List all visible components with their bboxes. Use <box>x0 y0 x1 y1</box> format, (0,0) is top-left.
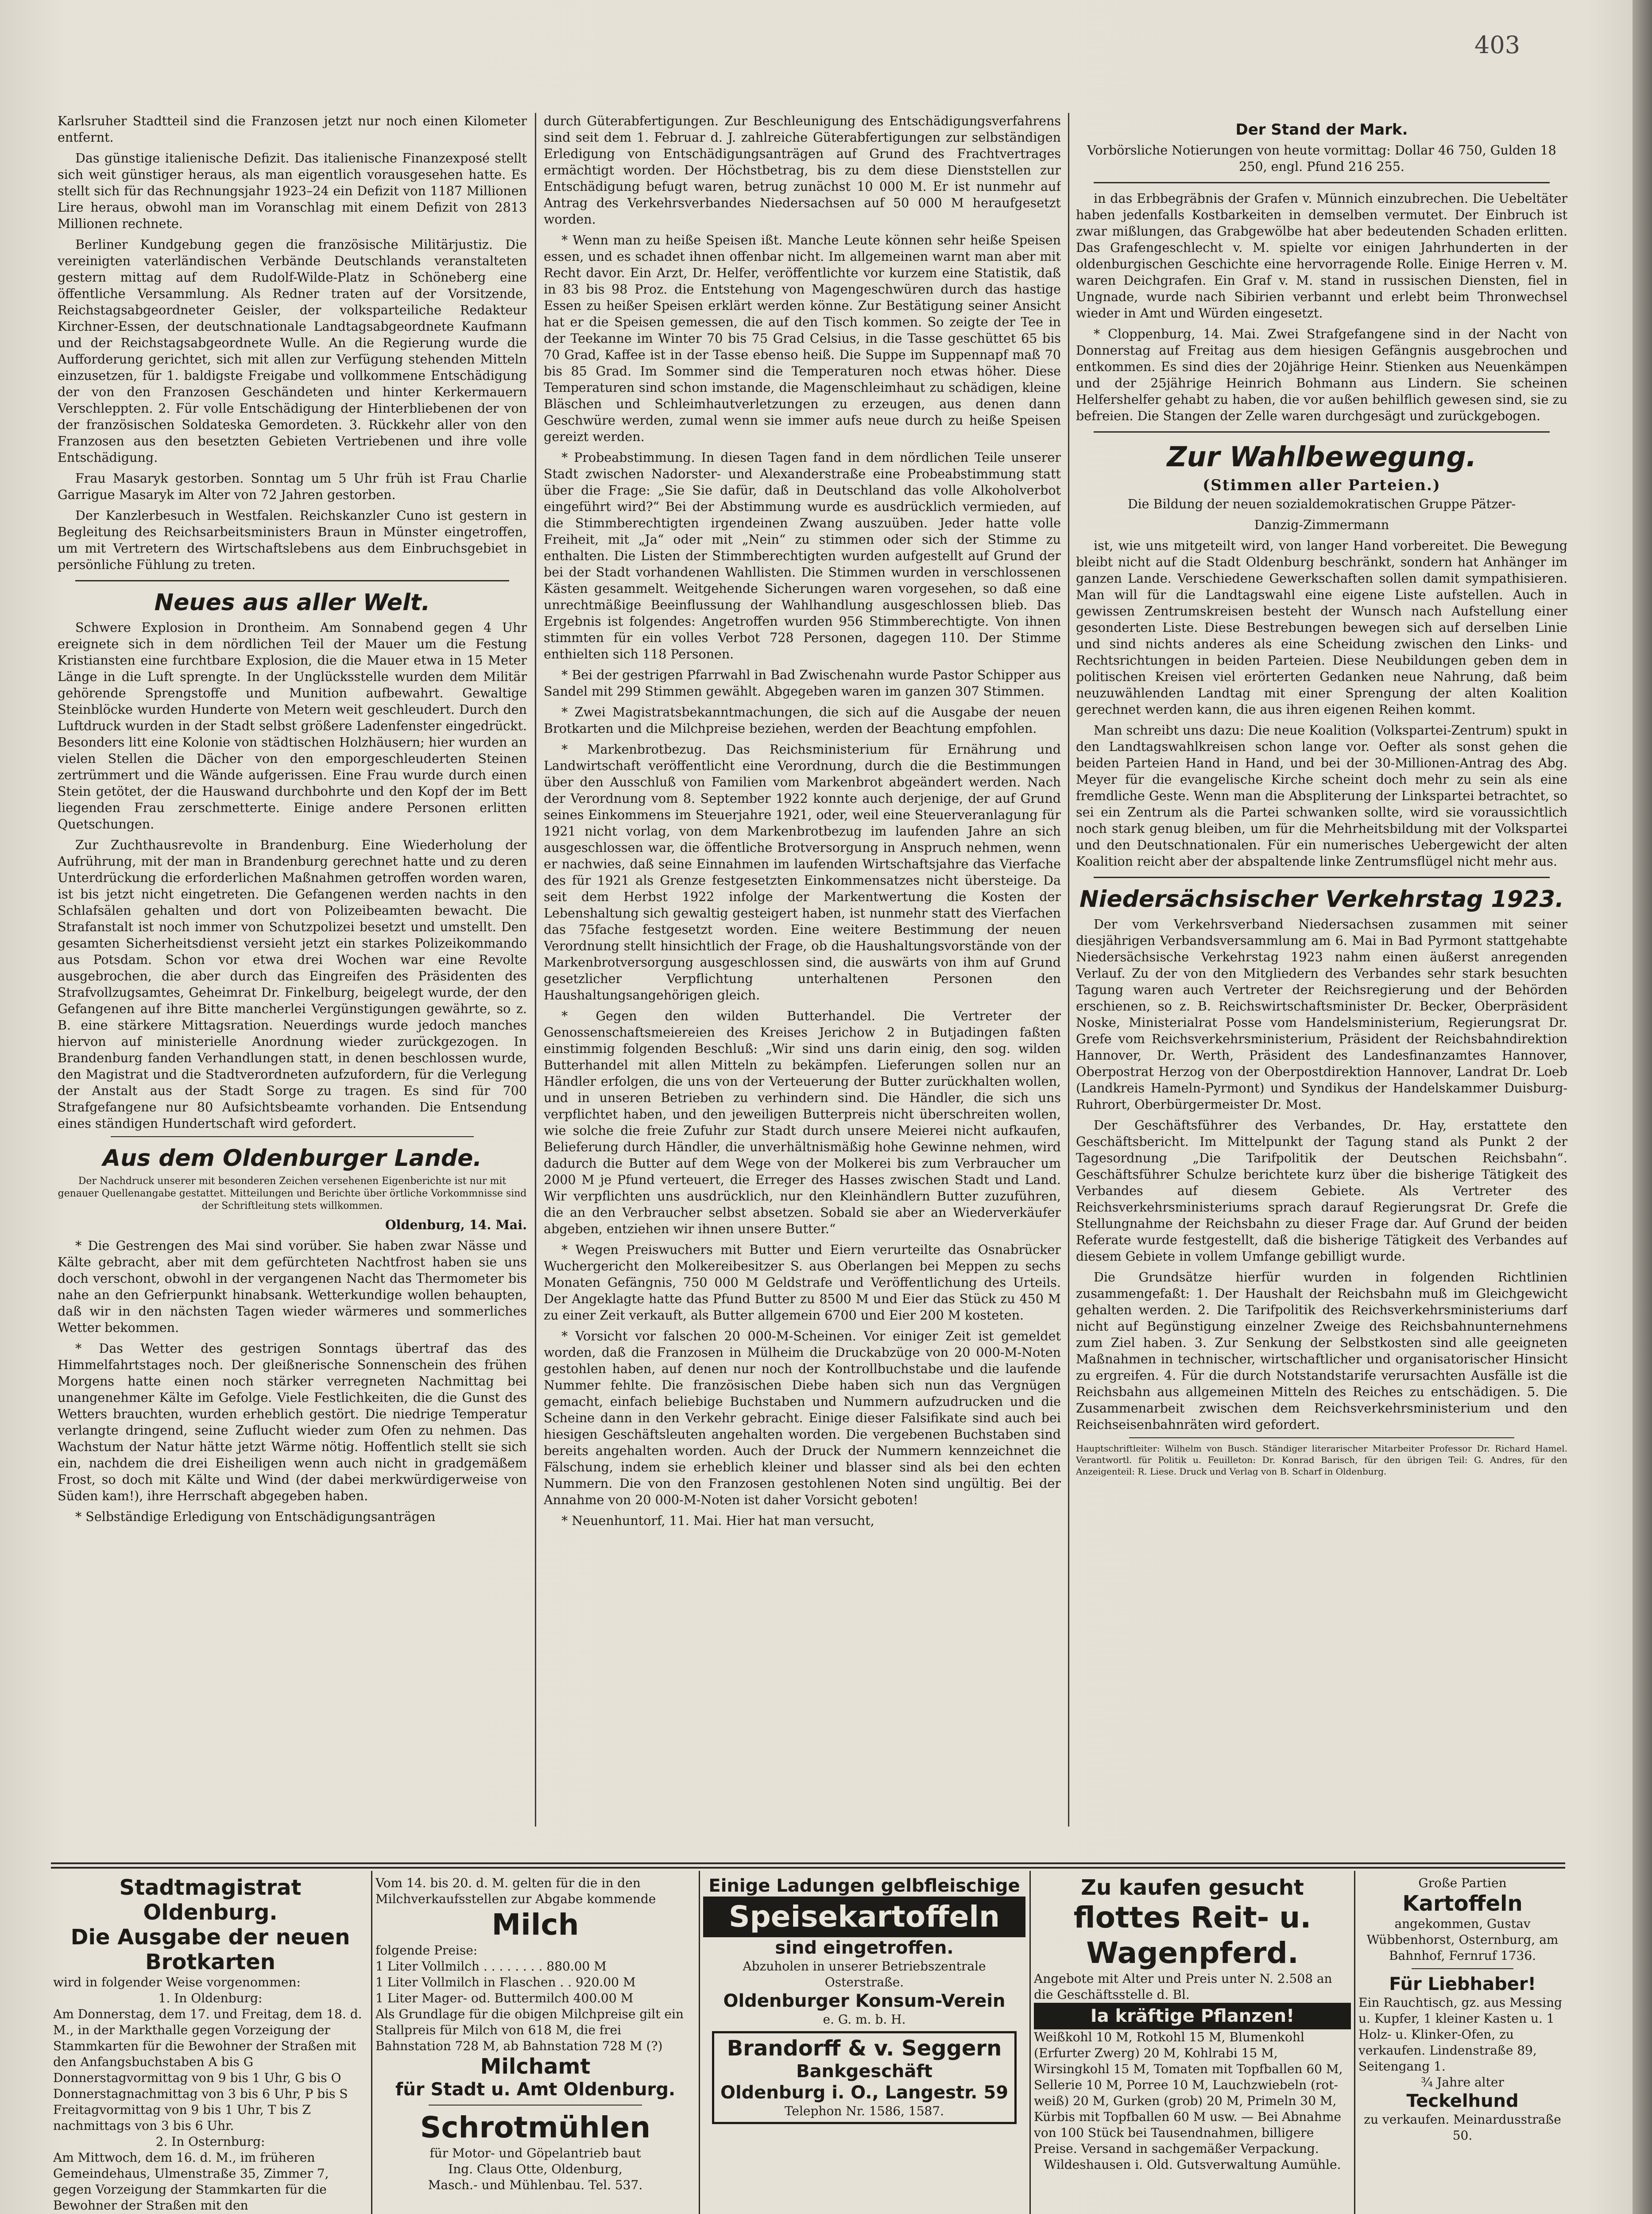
paragraph: Zur Zuchthausrevolte in Brandenburg. Eine Wiederholung der Aufrührung, mit der man in Brandenburg gerechnet hatte und zu deren Unterdrückung die erforderlichen Maßnahmen getroffen worden waren, ist bis jetzt nicht eingetreten. Die Gefangenen werden nachts in den Schlafsälen gehalten und dort von Polizeibeamten bewacht. Die Strafanstalt ist noch immer von Schutzpolizei besetzt und umstellt. Den gesamten Sicherheitsdienst versieht jetzt ein starkes Polizeikommando aus Potsdam. Schon vor etwa drei Wochen war eine Revolte ausgebrochen, die aber durch das Eingreifen des Präsidenten des Strafvollzugsamtes, Geheimrat Dr. Finkelburg, beigelegt wurde, der den Gefangenen auf ihre Bitte mancherlei Vergünstigungen gewährte, so z. B. eine stärkere Mittagsration. Neuerdings wurde jedoch manches hiervon auf ministerielle Anordnung wieder zurückgezogen. In Brandenburg fanden Verhandlungen statt, in denen beschlossen wurde, den Magistrat und die Stadtverordneten aufzufordern, für die Verlegung der Anstalt aus der Stadt Sorge zu tragen. Es sind für 700 Strafgefangene nur 80 Aufsichtsbeamte vorhanden. Die Entsendung eines ständigen Hundertschaft wird gefordert. <box>58 838 527 1131</box>
ad-text: 1 Liter Mager- od. Buttermilch 400.00 M <box>375 1991 634 2005</box>
ad-subheadline: sind eingetroffen. <box>775 1938 954 1958</box>
ad-text: folgende Preise: <box>375 1943 478 1958</box>
article-byline: Danzig-Zimmermann <box>1254 518 1389 532</box>
ad-pferd <box>1034 1875 1351 2214</box>
paragraph: * Vorsicht vor falschen 20 000-M-Scheinen. Vor einiger Zeit ist gemeldet worden, daß die Franzosen in Mülheim die Druckabzüge von 20 000-M-Noten gestohlen haben, auf denen nur noch der Kontrollbuchstabe und die laufende Nummer fehlte. Die französischen Diebe haben sich nun das Vergnügen gemacht, einfach beliebige Buchstaben und Nummern aufzudrucken und die Scheine dann in den Verkehr gebracht. Einige dieser Falsifikate sind auch bei hiesigen Geschäftsleuten angehalten worden. Die vergebenen Buchstaben sind bereits angehalten worden. Auch der Druck der Nummern kennzeichnet die Fälschung, indem sie erheblich kleiner und blasser sind als bei den echten Nummern. Die von den Franzosen gestohlenen Noten sind ungültig. Bei der Annahme von 20 000-M-Noten ist daher Vorsicht geboten! <box>544 1329 1061 1507</box>
ad-text: Ein Rauchtisch, gz. aus Messing u. Kupfer, 1 kleiner Kasten u. 1 Holz- u. Klinker-Ofen, zu verkaufen. Lindenstraße 89, Seitengang 1. <box>1358 1995 1562 2074</box>
paragraph: * Cloppenburg, 14. Mai. Zwei Strafgefangene sind in der Nacht von Donnerstag auf Freitag aus dem hiesigen Gefängnis ausgebrochen und entkommen. Es sind dies der 20jährige Heinr. Stienken aus Neuenkämpen und der 25jährige Heinrich Bohmann aus Lindern. Sie scheinen Helfershelfer gehabt zu haben, die vor außen behilflich gewesen sind, sie zu befreien. Die Stangen der Zelle waren durchgesägt und zurückgebogen. <box>1076 327 1567 423</box>
paragraph: Das günstige italienische Defizit. Das italienische Finanzexposé stellt sich weit günstiger heraus, als man eigentlich vorausgesehen hatte. Es stellt sich für das Rechnungsjahr 1923–24 ein Defizit von 1187 Millionen Lire heraus, obwohl man im Voranschlag mit einem Defizit von 2813 Millionen rechnete. <box>58 151 527 231</box>
ad-text: Wildeshausen i. Old. Gutsverwaltung Aumühle. <box>1044 2157 1341 2172</box>
paragraph: * Selbständige Erledigung von Entschädigungsanträgen <box>75 1510 436 1524</box>
ad-headline: Kartoffeln <box>1402 1891 1523 1916</box>
ad-text: Masch.- und Mühlenbau. Tel. 537. <box>428 2178 643 2192</box>
paragraph: Der vom Verkehrsverband Niedersachsen zusammen mit seiner diesjährigen Verbandsversammlung am 6. Mai in Bad Pyrmont stattgehabte Niedersächsische Verkehrstag 1923 nahm einen äußerst anregenden Verlauf. Zu der von den Mitgliedern des Verbandes sehr stark besuchten Tagung waren auch Vertreter der Reichsregierung und der Behörden erschienen, so z. B. Reichswirtschaftsminister Dr. Becker, Oberpräsident Noske, Ministerialrat Posse vom Handelsministerium, Regierungsrat Dr. Grefe vom Reichsverkehrsministerium, Präsident der Reichsbahndirektion Hannover, Dr. Werth, Präsident des Landesfinanzamtes Hannover, Oberpostrat Herzog von der Oberpostdirektion Hannover, Landrat Dr. Loeb (Landkreis Hameln-Pyrmont) und Syndikus der Handelskammer Duisburg-Ruhrort, Oberbürgermeister Dr. Most. <box>1076 917 1567 1112</box>
ad-text: 1 Liter Vollmilch . . . . . . . . 880.00 M <box>375 1959 607 1974</box>
ad-subheadline: Teckelhund <box>1406 2091 1519 2111</box>
paragraph: * Neuenhuntorf, 11. Mai. Hier hat man versucht, <box>561 1513 874 1528</box>
ad-text: angekommen, Gustav Wübbenhorst, Osternburg, am Bahnhof, Fernruf 1736. <box>1366 1916 1559 1963</box>
paragraph: in das Erbbegräbnis der Grafen v. Münnich einzubrechen. Die Uebeltäter haben jedenfalls Kostbarkeiten in demselben vermutet. Der Einbruch ist zwar mißlungen, das Grabgewölbe hat aber bedeutenden Schaden erlitten. Das Grafengeschlecht v. M. spielte vor einigen Jahrhunderten in der oldenburgischen Geschichte eine hervorragende Rolle. Einige Herren v. M. waren Deichgrafen. Ein Graf v. M. stand in russischen Diensten, fiel in Ungnade, wurde nach Sibirien verbannt und erlebt beim Thronwechsel wieder in Amt und Würden eingesetzt. <box>1076 191 1567 321</box>
ad-speisekartoffeln <box>703 1875 1025 2214</box>
ad-section-top-rule <box>51 1867 1565 1869</box>
ad-subheadline: Einige Ladungen gelbfleischige <box>708 1876 1020 1896</box>
ad-text: für Motor- und Göpelantrieb baut <box>429 2146 641 2160</box>
ad-headline: flottes Reit- u. <box>1073 1900 1312 1935</box>
section-heading: Zur Wahlbewegung. <box>1167 441 1477 473</box>
ad-text: 1. In Oldenburg: <box>158 1991 263 2005</box>
ad-text: wird in folgender Weise vorgenommen: <box>53 1975 301 1990</box>
divider <box>429 2105 642 2106</box>
paragraph: ist, wie uns mitgeteilt wird, von langer Hand vorbereitet. Die Bewegung bleibt nicht auf die Stadt Oldenburg beschränkt, sondern hat Anhänger im ganzen Lande. Verschiedene Gewerkschaften sollen damit sympathisieren. Man will für die Landtagswahl eine eigene Liste aufstellen. Auch in gewissen Zentrumskreisen besteht der Wunsch nach Aufstellung einer gesonderten Liste. Diese Bestrebungen bewegen sich auf derselben Linie und sind nichts anderes als eine Scheidung zwischen den Links- und Rechtsrichtungen in beiden Parteien. Diese Neubildungen geben dem in politischen Kreisen viel erörterten Gedanken neue Nahrung, daß beim neuzuwählenden Landtag mit einer Sprengung der alten Koalition gerechnet werden kann, die aus ihren eigenen Reihen kommt. <box>1076 538 1567 717</box>
section-heading: Der Stand der Mark. <box>1235 121 1408 139</box>
dateline: Oldenburg, 14. Mai. <box>385 1217 527 1232</box>
ad-headline: Zu kaufen gesucht <box>1081 1875 1304 1900</box>
ad-headline: Milchamt <box>480 2054 591 2079</box>
section-subheading: (Stimmen aller Parteien.) <box>1203 476 1441 494</box>
page-edge <box>1633 0 1652 2214</box>
ad-kartoffeln <box>1358 1875 1567 2214</box>
ad-text: Große Partien <box>1418 1876 1507 1890</box>
ad-text: Am Donnerstag, dem 17. und Freitag, dem 18. d. M., in der Markthalle gegen Vorzeigung der Stammkarten für die Bewohner der Straßen mit den Anfangsbuchstaben A bis G Donnerstagvormittag von 9 bis 1 Uhr, G bis O Donnerstagnachmittag von 3 bis 6 Uhr, P bis S Freitagvormittag von 9 bis 1 Uhr, T bis Z nachmittags von 3 bis 6 Uhr. <box>53 2007 362 2133</box>
paragraph: * Das Wetter des gestrigen Sonntags übertraf das des Himmelfahrtstages noch. Der gleißnerische Sonnenschein des frühen Morgens hatte einen noch stärker verregneten Nachmittag bei unangenehmer Kälte im Gefolge. Viele Festlichkeiten, die die Gunst des Wetters brauchten, wurden erheblich gestört. Die niedrige Temperatur verlangte dringend, seine Zuflucht wieder zum Ofen zu nehmen. Das Wachstum der Natur hätte jetzt Wärme nötig. Hoffentlich stellt sie sich ein, nachdem die drei Eisheiligen wenn auch nicht in gradgemäßem Frost, so doch mit Kälte und Wind (der dabei merkwürdigerweise von Süden kam!), ihre Herrschaft abgegeben haben. <box>58 1341 527 1503</box>
divider <box>1094 877 1550 878</box>
ad-subheadline: Oldenburger Konsum-Verein <box>723 1991 1006 2011</box>
divider <box>111 1136 474 1137</box>
ad-text: Telephon Nr. 1586, 1587. <box>784 2104 944 2118</box>
ad-text: Ing. Claus Otte, Oldenburg, <box>448 2162 623 2176</box>
ad-milch <box>375 1875 695 2214</box>
ad-subheadline: Für Liebhaber! <box>1389 1974 1536 1994</box>
section-heading: Aus dem Oldenburger Lande. <box>102 1145 482 1172</box>
paragraph: Der Kanzlerbesuch in Westfalen. Reichskanzler Cuno ist gestern in Begleitung des Reichsarbeitsministers Braun in Münster eingetroffen, um mit Vertretern des Wirtschaftslebens aus dem Einbruchsgebiet in persönliche Fühlung zu treten. <box>58 508 527 572</box>
ad-text: 1 Liter Vollmilch in Flaschen . . 920.00 M <box>375 1975 636 1990</box>
ad-text: Weißkohl 10 M, Rotkohl 15 M, Blumenkohl (Erfurter Zwerg) 20 M, Kohlrabi 15 M, Wirsingkohl 15 M, Tomaten mit Topfballen 60 M, Sellerie 10 M, Porree 10 M, Lauchzwiebeln (rot-weiß) 20 M, Gurken (grob) 20 M, Primeln 30 M, Kürbis mit Topfballen 60 M usw. — Bei Abnahme von 100 Stück bei Tausendnahmen, billigere Preise. Versand in sachgemäßer Verpackung. <box>1034 2030 1343 2156</box>
ad-headline: Stadtmagistrat Oldenburg. <box>119 1875 302 1925</box>
bank-ad-box <box>712 2031 1017 2124</box>
ad-headline: Schrotmühlen <box>420 2110 651 2144</box>
column-rule <box>1068 113 1069 1827</box>
reprint-notice: Der Nachdruck unserer mit besonderen Zeichen versehenen Eigenberichte ist nur mit genauer Quellenangabe gestattet. Mitteilungen und Berichte über örtliche Vorkommnisse sind der Schriftleitung stets willkommen. <box>58 1176 527 1212</box>
ad-text: 2. In Osternburg: <box>155 2134 265 2149</box>
paragraph: Man schreibt uns dazu: Die neue Koalition (Volkspartei-Zentrum) spukt in den Landtagswahlkreisen schon lange vor. Oefter als sonst gehen die beiden Parteien Hand in Hand, und bei der 30-Millionen-Antrag des Abg. Meyer für die evangelische Kirche scheint doch mehr zu sein als eine fremdliche Geste. Wenn man die Abspliterung der Linkspartei betrachtet, so sei ein Zentrum als die Partei schwanken sollte, wird sie voraussichtlich noch stark genug bleiben, um für die Mehrheitsbildung mit der Volkspartei und den Deutschnationalen. Für ein numerisches Uebergewicht der alten Koalition reicht aber der abspaltende linke Zentrumsflügel nicht mehr aus. <box>1076 723 1567 869</box>
ad-headline: Milch <box>491 1908 579 1942</box>
ad-subheadline: Oldenburg i. O., Langestr. 59 <box>720 2082 1009 2103</box>
ad-headline: Wagenpferd. <box>1086 1936 1299 1970</box>
paragraph: Karlsruher Stadtteil sind die Franzosen jetzt nur noch einen Kilometer entfernt. <box>58 114 527 145</box>
column-3 <box>1076 113 1567 1849</box>
ad-text: Als Grundlage für die obigen Milchpreise gilt ein Stallpreis für Milch von 618 M, die frei Bahnstation 728 M, ab Bahnstation 728 M (?) <box>375 2007 684 2053</box>
divider <box>75 580 509 581</box>
ad-subheadline: Bankgeschäft <box>796 2061 932 2082</box>
divider <box>1094 431 1550 433</box>
paragraph: * Markenbrotbezug. Das Reichsministerium für Ernährung und Landwirtschaft veröffentlicht eine Verordnung, durch die die Bestimmungen über den Ausschluß von Familien vom Markenbrot abgeändert werden. Nach der Verordnung vom 8. September 1922 konnte auch derjenige, der auf Grund seines Einkommens im Steuerjahre 1921, oder, weil eine Steuerveranlagung für 1921 nicht vorlag, von dem Markenbrotbezug im laufenden Jahre an sich ausgeschlossen war, die öffentliche Brotversorgung in Anspruch nehmen, wenn er nachwies, daß seine Einnahmen im laufenden Wirtschaftsjahre das Vierfache des für 1921 als Grenze festgesetzten Einkommensatzes nicht übersteige. Da seit dem Herbst 1922 infolge der Markentwertung die Kosten der Lebenshaltung sich gewaltig gesteigert haben, ist nunmehr statt des Vierfachen das 75fache festgesetzt worden. Eine weitere Bestimmung der neuen Verordnung stellt hinsichtlich der Frage, ob die Haushaltungsvorstände von der Markenbrotversorgung ausgeschlossen sind, die auswärts von ihm auf Grund gesetzlicher Verpflichtung unterhaltenen Personen den Haushaltungsangehörigen gleich. <box>544 742 1061 1002</box>
ad-stadtmagistrat <box>53 1875 368 2214</box>
ad-text: ¾ Jahre alter <box>1421 2075 1504 2090</box>
divider <box>1412 1968 1513 1969</box>
ad-section-top-rule <box>51 1862 1565 1864</box>
paragraph: Berliner Kundgebung gegen die französische Militärjustiz. Die vereinigten vaterländischen Verbände Deutschlands veranstalteten gestern mittag auf dem Rudolf-Wilde-Platz in Schöneberg eine öffentliche Versammlung. Als Redner traten auf der Vorsitzende, Reichstagsabgeordneter Geisler, der volksparteiliche Redakteur Kirchner-Essen, der deutschnationale Landtagsabgeordnete Kaufmann und der Reichstagsabgeordnete Wulle. An die Regierung wurde die Aufforderung gerichtet, sich mit allen zur Verfügung stehenden Mitteln einzusetzen, für 1. baldigste Freigabe und vollkommene Entschädigung der von den Franzosen Geschändeten und hinter Kerkermauern Verschleppten. 2. Für volle Entschädigung der Hinterbliebenen der von der französischen Soldateska Gemordeten. 3. Rückkehr aller von den Franzosen aus den besetzten Gebieten Vertriebenen und ihre volle Entschädigung. <box>58 237 527 465</box>
column-rule <box>535 113 536 1827</box>
column-2 <box>544 113 1061 1849</box>
ad-divider <box>1029 1871 1031 2214</box>
ad-divider <box>699 1871 700 2214</box>
paragraph: Frau Masaryk gestorben. Sonntag um 5 Uhr früh ist Frau Charlie Garrigue Masaryk im Alter von 72 Jahren gestorben. <box>58 471 527 502</box>
ad-subheadline: für Stadt u. Amt Oldenburg. <box>395 2079 676 2100</box>
column-1 <box>58 113 527 1849</box>
exchange-rates: Vorbörsliche Notierungen von heute vormittag: Dollar 46 750, Gulden 18 250, engl. Pfund 216 255. <box>1087 143 1556 174</box>
section-heading: Niedersächsischer Verkehrstag 1923. <box>1079 886 1564 913</box>
page-number: 403 <box>1474 31 1520 59</box>
paragraph: Die Grundsätze hierfür wurden in folgenden Richtlinien zusammengefaßt: 1. Der Haushalt der Reichsbahn muß im Gleichgewicht gehalten werden. 2. Die Tarifpolitik des Reichsverkehrsministeriums darf nicht auf Begünstigung einzelner Zweige des Reichsbahnunternehmens zum Ziel haben. 3. Zur Senkung der Selbstkosten sind alle geeigneten Maßnahmen in technischer, wirtschaftlicher und organisatorischer Hinsicht zu ergreifen. 4. Für die durch Notstandstarife verursachten Ausfälle ist die Reichsbahn aus allgemeinen Mitteln des Reiches zu entschädigen. 5. Die Zusammenarbeit zwischen dem Reichsverkehrsministerium und den Reichseisenbahnräten wird gefordert. <box>1076 1270 1567 1432</box>
paragraph: * Probeabstimmung. In diesen Tagen fand in dem nördlichen Teile unserer Stadt zwischen Nadorster- und Alexanderstraße eine Probeabstimmung statt über die Frage: „Sie Sie dafür, daß in Deutschland das volle Alkoholverbot eingeführt wird?“ Bei der Abstimmung wurde es ausdrücklich vermieden, auf die Stimmberechtigten irgendeinen Zwang auszuüben. Jeder hatte volle Freiheit, mit „Ja“ oder mit „Nein“ zu stimmen oder sich der Stimme zu enthalten. Die Listen der Stimmberechtigten wurden aufgestellt auf Grund der bei der Stadt vorhandenen Wahllisten. Die Stimmen wurden in verschlossenen Kästen gesammelt. Weitgehende Sicherungen waren vorgesehen, so daß eine unrechtmäßige Beeinflussung der Wahlhandlung ausgeschlossen blieb. Das Ergebnis ist folgendes: Angetroffen wurden 956 Stimmberechtigte. Von ihnen stimmten für ein volles Verbot 728 Personen, dagegen 110. Der Stimme enthielten sich 118 Personen. <box>544 450 1061 662</box>
paragraph: * Bei der gestrigen Pfarrwahl in Bad Zwischenahn wurde Pastor Schipper aus Sandel mit 299 Stimmen gewählt. Abgegeben waren im ganzen 307 Stimmen. <box>544 668 1061 699</box>
paragraph: * Die Gestrengen des Mai sind vorüber. Sie haben zwar Nässe und Kälte gebracht, aber mit dem gefürchteten Nachtfrost haben sie uns doch verschont, obwohl in der vergangenen Nacht das Thermometer bis nahe an den Gefrierpunkt hinabsank. Wetterkundige wollen behaupten, daß wir in den nächsten Tagen wieder wärmeres und sommerliches Wetter bekommen. <box>58 1239 527 1335</box>
paragraph: * Zwei Magistratsbekanntmachungen, die sich auf die Ausgabe der neuen Brotkarten und die Milchpreise beziehen, werden der Beachtung empfohlen. <box>544 705 1061 736</box>
ad-banner <box>1034 2003 1351 2029</box>
ad-headline: Die Ausgabe der neuen Brotkarten <box>70 1925 350 1974</box>
ad-divider <box>1354 1871 1355 2214</box>
ad-headline: Brandorff & v. Seggern <box>727 2036 1002 2061</box>
divider <box>1129 1437 1514 1438</box>
paragraph: Schwere Explosion in Drontheim. Am Sonnabend gegen 4 Uhr ereignete sich in dem nördlichen Teil der Mauer um die Festung Kristiansten eine furchtbare Explosion, die die Mauer etwa in 15 Meter Länge in die Luft sprengte. In der Unglücksstelle wurden dem Militär gehörende Sprengstoffe und Munition aufbewahrt. Gewaltige Steinblöcke wurden Hunderte von Metern weit geschleudert. Durch den Luftdruck wurden in der Stadt selbst größere Ladenfenster eingedrückt. Besonders litt eine Kolonie von städtischen Holzhäusern; hier wurden an vielen Stellen die Dächer von den emporgeschleuderten Steinen zertrümmert und die Wände aufgerissen. Eine Frau wurde durch einen Stein getötet, der die Hauswand durchbohrte und den Kopf der im Bett liegenden Frau zerschmetterte. Einige andere Personen erlitten Quetschungen. <box>58 620 527 832</box>
ad-divider <box>371 1871 372 2214</box>
ad-text: Vom 14. bis 20. d. M. gelten für die in den Milchverkaufsstellen zur Abgabe kommende <box>375 1876 656 1906</box>
paragraph: * Gegen den wilden Butterhandel. Die Vertreter der Genossenschaftsmeiereien des Kreises Jerichow 2 in Butjadingen faßten einstimmig folgenden Beschluß: „Wir sind uns darin einig, den sog. wilden Butterhandel mit allen Mitteln zu bekämpfen. Lieferungen sollen nur an Händler erfolgen, die uns von der Verteuerung der Butter zurückhalten wollen, und in unseren Betrieben zu verhindern sind. Die Händler, die sich uns verpflichtet haben, und den jeweiligen Butterpreis nicht überschreiten wollen, wie solche die freie Zufuhr zur Stadt durch unsere Meierei nicht aufkaufen, Belieferung durch Händler, die unverhältnismäßig hohe Gewinne nehmen, wird dadurch die Butter auf dem Wege von der Molkerei bis zum Verbraucher um 2000 M je Pfund verteuert, die Erreger des Hasses zwischen Stadt und Land. Wir verpflichten uns ausdrücklich, nur den Kleinhändlern Butter zuzuführen, die an den Verbraucher selbst absetzen. Sobald sie aber an Wiederverkäufer abgeben, entziehen wir ihnen unsere Butter.“ <box>544 1009 1061 1236</box>
ad-text: Am Mittwoch, dem 16. d. M., im früheren Gemeindehaus, Ulmenstraße 35, Zimmer 7, gegen Vorzeigung der Stammkarten für die Bewohner der Straßen mit den <box>53 2150 329 2213</box>
ad-text: Abzuholen in unserer Betriebszentrale Osterstraße. <box>743 1959 986 1990</box>
ad-text: e. G. m. b. H. <box>823 2012 906 2027</box>
ad-text: Angebote mit Alter und Preis unter N. 2.508 an die Geschäftsstelle d. Bl. <box>1034 1971 1332 2002</box>
paragraph: * Wenn man zu heiße Speisen ißt. Manche Leute können sehr heiße Speisen essen, und es schadet ihnen offenbar nicht. Im allgemeinen warnt man aber mit Recht davor. Ein Arzt, Dr. Helfer, veröffentlichte vor kurzem eine Statistik, daß in 83 bis 98 Proz. die Entstehung von Magengeschwüren durch das hastige Essen zu heißer Speisen erklärt werden könne. Zur Bestätigung seiner Ansicht hat er die Speisen gemessen, die auf den Tisch kommen. So zeigte der Tee in der Teekanne im Winter 70 bis 75 Grad Celsius, in die Tasse geschüttet 65 bis 70 Grad, Kaffee ist in der Tasse ebenso heiß. Die Suppe im Suppennapf maß 70 bis 85 Grad. Im Sommer sind die Temperaturen noch etwas höher. Diese Temperaturen sind schon imstande, die Magenschleimhaut zu schädigen, kleine Bläschen und Schleimhautverletzungen zu erzeugen, aus denen dann Geschwüre werden, zumal wenn sie immer aufs neue durch zu heiße Speisen gereizt werden. <box>544 233 1061 444</box>
ad-subheadline: Ia kräftige Pflanzen! <box>1090 2006 1295 2026</box>
editorial-imprint: Hauptschriftleiter: Wilhelm von Busch. Ständiger literarischer Mitarbeiter Professor Dr. Richard Hamel. Verantwortl. für Politik u. Feuilleton: Dr. Konrad Barisch, für den übrigen Teil: G. Andres, für den Anzeigenteil: R. Liese. Druck und Verlag von B. Scharf in Oldenburg. <box>1076 1443 1567 1477</box>
paragraph: durch Güterabfertigungen. Zur Beschleunigung des Entschädigungsverfahrens sind seit dem 1. Februar d. J. zahlreiche Güterabfertigungen zur selbständigen Erledigung von Entschädigungsanträgen auf Grund des Frachtvertrages ermächtigt worden. Der Höchstbetrag, bis zu dem diese Dienststellen zur Entschädigung befugt waren, betrug zunächst 10 000 M. Er ist nunmehr auf Antrag des Verkehrsverbandes Niedersachsen auf 50 000 M heraufgesetzt worden. <box>544 114 1061 227</box>
paragraph: Der Geschäftsführer des Verbandes, Dr. Hay, erstattete den Geschäftsbericht. Im Mittelpunkt der Tagung stand als Punkt 2 der Tagesordnung „Die Tarifpolitik der Deutschen Reichsbahn“. Geschäftsführer Schulze berichtete kurz über die bisherige Tätigkeit des Verbandes auf diesem Gebiete. Als Vertreter des Reichsverkehrsministeriums sprach darauf Regierungsrat Dr. Grefe die Stellungnahme der Reichsbahn zu dieser Frage dar. Auf Grund der beiden Referate wurde festgestellt, daß die bisherige Tätigkeit des Verbandes auf diesem Gebiete in vollem Umfange gebilligt wurde. <box>1076 1118 1567 1264</box>
ad-headline: Speisekartoffeln <box>729 1900 1000 1934</box>
article-title: Die Bildung der neuen sozialdemokratischen Gruppe Pätzer- <box>1127 497 1516 511</box>
ad-banner <box>703 1897 1025 1937</box>
divider <box>1094 182 1550 183</box>
ad-text: zu verkaufen. Meinardusstraße 50. <box>1364 2112 1561 2143</box>
paragraph: * Wegen Preiswuchers mit Butter und Eiern verurteilte das Osnabrücker Wuchergericht den Molkereibesitzer S. aus Oberlangen bei Meppen zu sechs Monaten Gefängnis, 750 000 M Geldstrafe und Veröffentlichung des Urteils. Der Angeklagte hatte das Pfund Butter zu 8500 M und Eier das Stück zu 450 M zu einer Zeit verkauft, als Butter allgemein 6700 und Eier 200 M kosteten. <box>544 1242 1061 1323</box>
section-heading: Neues aus aller Welt. <box>154 589 430 616</box>
